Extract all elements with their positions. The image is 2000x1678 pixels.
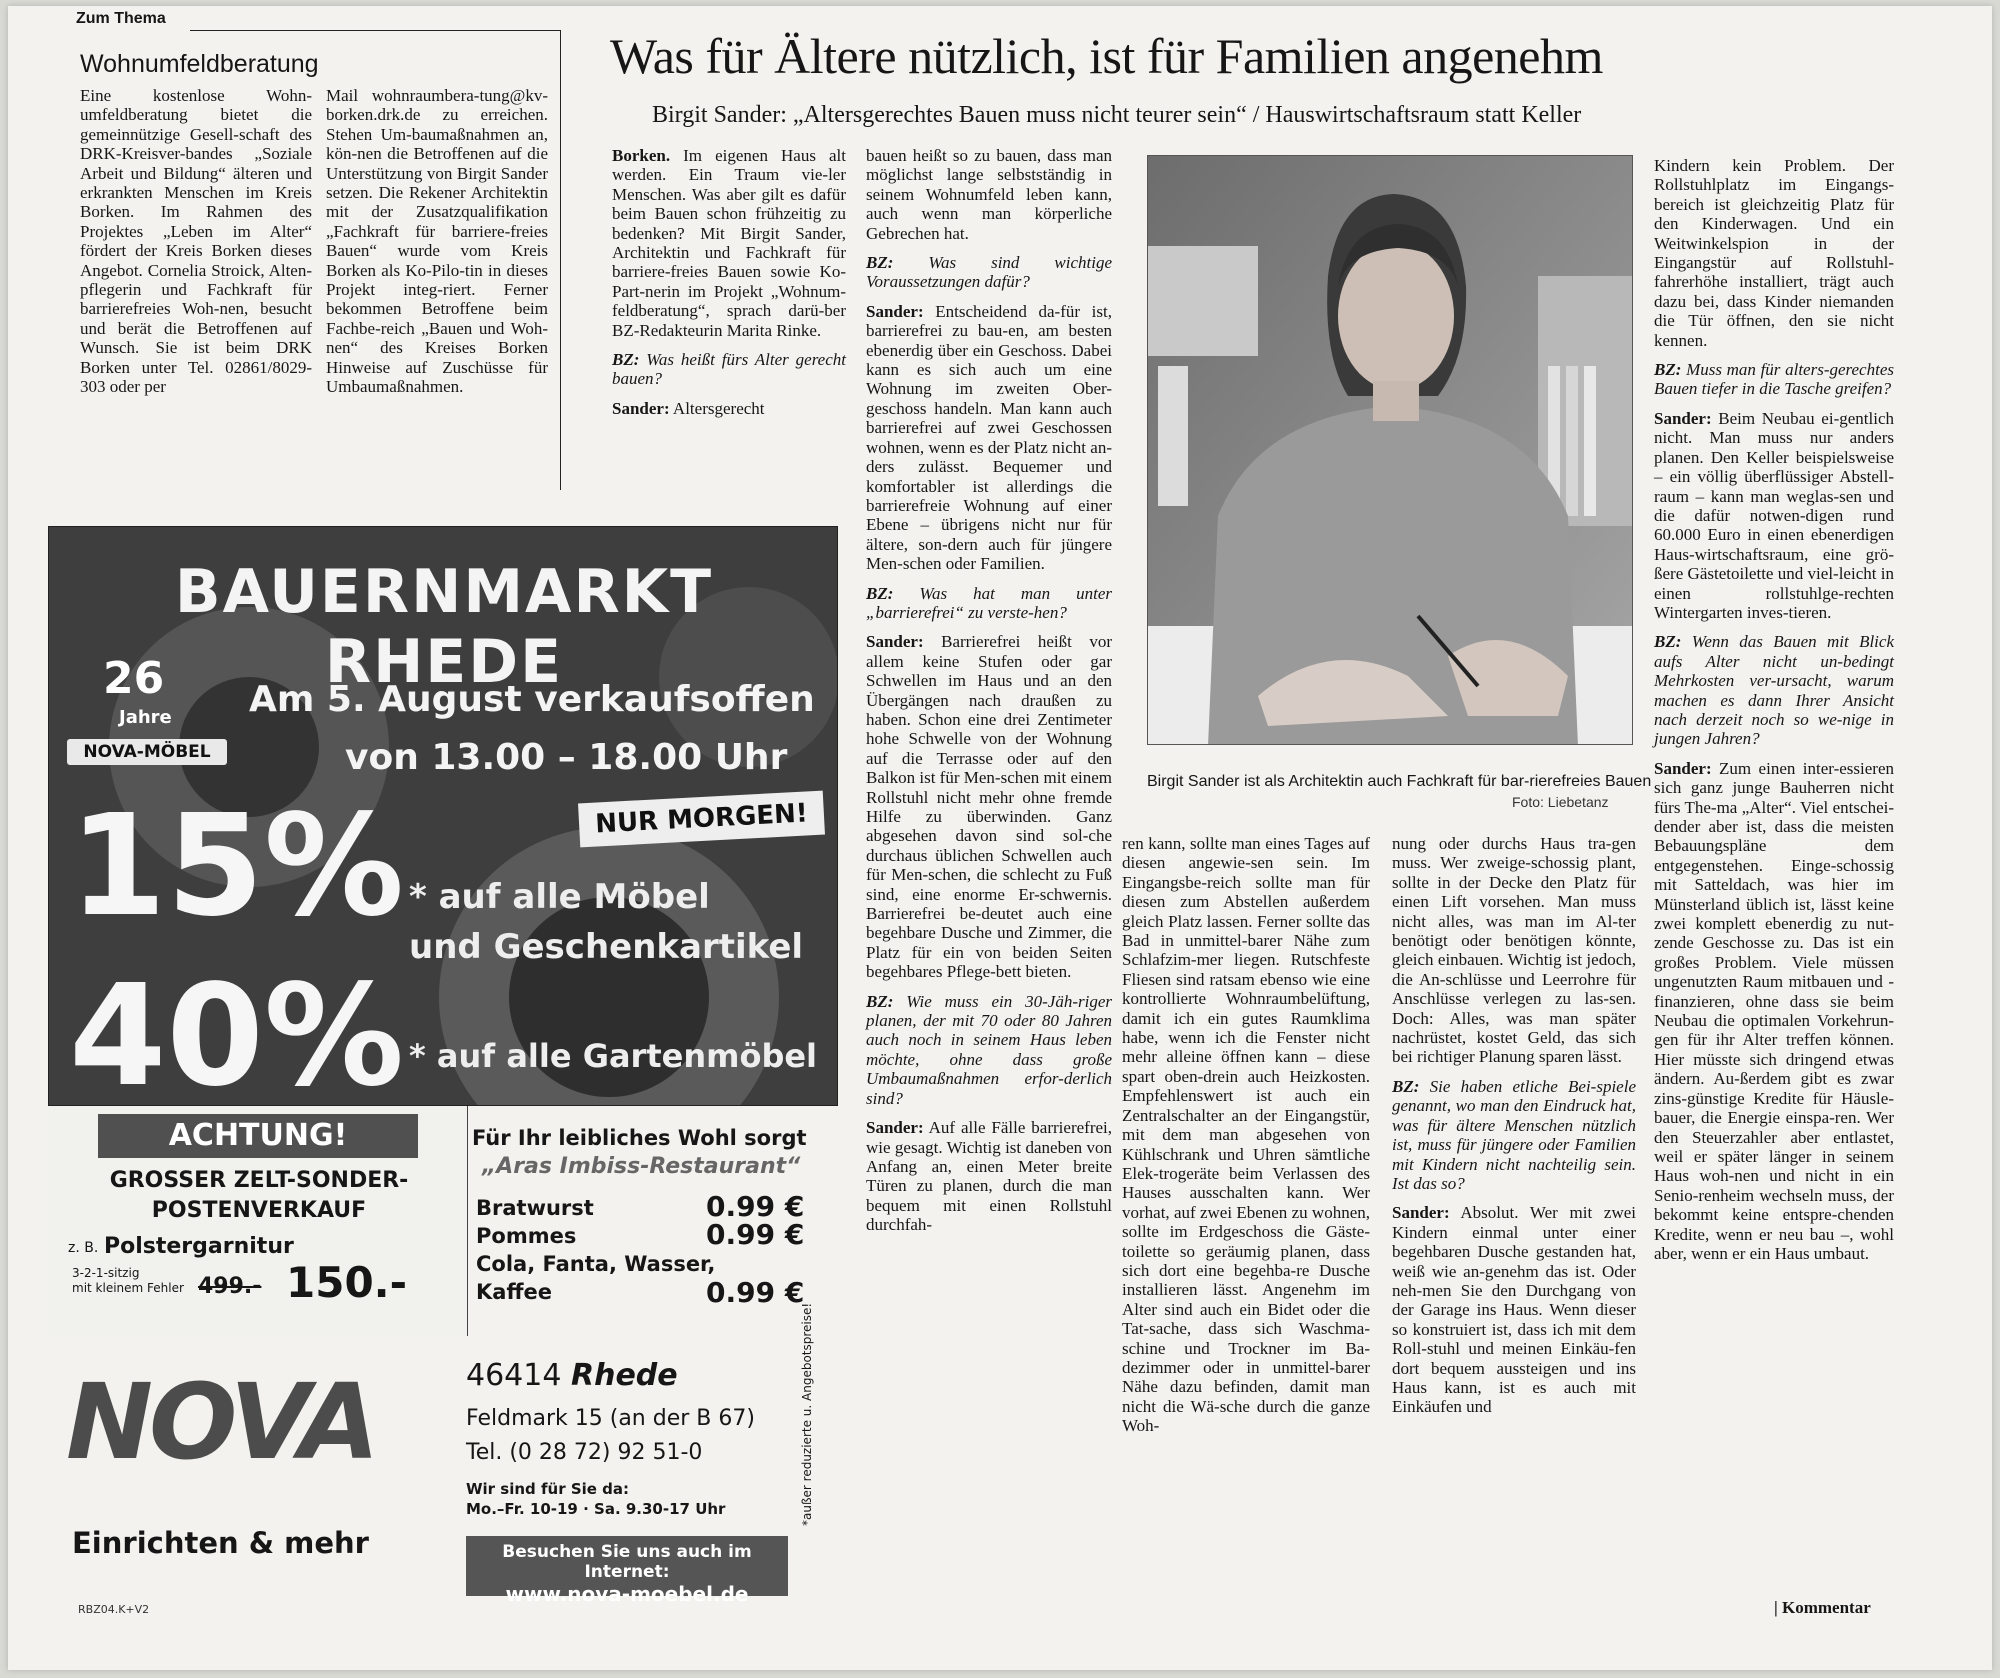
sale-date: Am 5. August verkaufsoffen <box>249 679 815 720</box>
answer: Sander: Absolut. Wer mit zwei Kindern einmal unter einer begehbaren Dusche gestanden hat, weiß wie an-genehm das ist. Oder neh-men Sie den Durchgang von der Garage ins Haus. Wenn dieser so konstruiert ist, dass ich mit dem Roll-stuhl und meinen Einkäu-fen dort bequem aussteigen und ins Haus kann, ist es auch mit Einkäufen und <box>1392 1203 1636 1417</box>
sidebar-rule-vertical <box>560 30 561 490</box>
sidebar-column-2 <box>326 86 548 407</box>
sidebar-rule <box>190 30 560 31</box>
nova-advertisement <box>48 526 838 1626</box>
answer: Sander: Beim Neubau ei-gentlich nicht. Man muss nur anders planen. Den Keller beispielsweise – ein völlig überflüssiger Abstell-raum – kann man weglas-sen und die dafür notwen-digen rund 60.000 Euro in einen ebenerdigen Haus-wirtschaftsraum, eine grö-ßere Gästetoilette und viel-leicht in einen rollstuhlge-rechten Wintergarten inves-tieren. <box>1654 408 1894 622</box>
sidebar-text-2: Mail wohnraumbera-tung@kv-borken.drk.de zu erreichen. Stehen Um-baumaßnahmen an, kön-nen die Betroffenen auf die Unterstützung von Birgit Sander setzen. Die Rekener Architektin mit der Zusatzqualifikation „Fachkraft für barriere-freies Bauen“ wurde vom Kreis Borken als Ko-Pilo-tin in dieses Projekt integ-riert. Ferner bekommen Betroffene beim Fachbe-reich „Bauen und Woh-nen“ des Kreises Borken Hinweise auf Zuschüsse für Umbaumaßnahmen. <box>326 86 548 397</box>
answer: Sander: Altersgerecht <box>612 398 765 418</box>
menu-price: 0.99 € <box>706 1276 805 1309</box>
portrait-image <box>1148 156 1633 745</box>
answer: Sander: Zum einen inter-essieren sich ganz junge Bauherren nicht fürs The-ma „Alter“. Viel entschei-dender aber ist, dass die meisten Bebauungspläne dem entgegenstehen. Einge-schossig mit Satteldach, was hier im Münsterland üblich ist, lässt keine zwei komplett ebenerdig zu nut-zende Geschosse zu. Das ist ein großes Problem. Viele müssen ungenutzten Raum mitbauen und -finanzieren, ohne dass sie beim Neubau die optimalen Vorkehrun-gen für ihr Alter treffen können. Hier müsste sich dringend etwas ändern. Au-ßerdem gibt es zwar zins-günstige Kredite für Häusle-bauer, die Energie einspa-ren. Wer den Steuerzahler aber entlastet, weil er später länger in seinem Haus woh-nen und nicht in ein Senio-renheim wechseln muss, der bekommt keine entspre-chenden Kredite, wenn er neu bau –, wohl aber, wenn er ein Haus umbaut. <box>1654 758 1894 1263</box>
ad-title: BAUERNMARKT RHEDE <box>174 557 714 697</box>
question: BZ: Muss man für alters-gerechtes Bauen tiefer in die Tasche greifen? <box>1654 360 1894 399</box>
new-price: 150.- <box>286 1258 408 1307</box>
menu-price: 0.99 € <box>706 1218 805 1251</box>
discount-15: 15% <box>69 785 405 948</box>
imbiss-heading: Für Ihr leibliches Wohl sorgt <box>472 1126 807 1150</box>
menu-item: Pommes <box>476 1224 577 1248</box>
sale-time: von 13.00 – 18.00 Uhr <box>345 737 788 778</box>
question: BZ: Sie haben etliche Bei-spiele genannt, wo man den Eindruck hat, was für ältere Menschen nützlich ist, muss für jüngere oder Familien mit Kindern nicht nachteilig sein. Ist das so? <box>1392 1076 1636 1193</box>
badge-years: Jahre <box>119 707 172 728</box>
achtung-label: ACHTUNG! <box>98 1114 418 1158</box>
section-label: Zum Thema <box>76 10 166 27</box>
menu-item: Kaffee <box>476 1280 552 1304</box>
imbiss-name: „Aras Imbiss-Restaurant“ <box>482 1154 801 1179</box>
anniversary-badge <box>61 645 231 775</box>
opening-hours: Mo.–Fr. 10-19 · Sa. 9.30-17 Uhr <box>466 1500 726 1518</box>
old-price: 499.- <box>198 1274 262 1299</box>
intro-paragraph: Borken. Im eigenen Haus alt werden. Ein Traum vie-ler Menschen. Was aber gilt es dafür beim Bauen schon frühzeitig zu bedenken? Mit Birgit Sander, Architektin und Fachkraft für barriere-freies Bauen sowie Ko-Part-nerin im Projekt „Wohnum-feldberatung“, sprach darü-ber BZ-Redakteurin Marita Rinke. <box>612 146 846 340</box>
discount-40: 40% <box>69 955 405 1106</box>
article-column-1 <box>612 146 846 428</box>
discount-15-text-1: * auf alle Möbel <box>409 877 710 917</box>
website-label: Besuchen Sie uns auch im Internet: <box>502 1542 752 1582</box>
zelt-line-1: GROSSER ZELT-SONDER- <box>109 1168 409 1193</box>
paragraph: nung oder durchs Haus tra-gen muss. Wer zweige-schossig plant, sollte in der Decke den Platz für einen Lift vorsehen. Man muss nicht alles, was man im Al-ter benötigt oder benötigen könnte, gleich einbauen. Wichtig ist jedoch, die An-schlüsse und Leerrohre für Anschlüsse verlegen zu las-sen. Doch: Alles, was man später nachrüstet, kostet Geld, das sich bei richtiger Planung sparen lässt. <box>1392 834 1636 1067</box>
paragraph: bauen heißt so zu bauen, dass man möglichst lange selbstständig in seinem Wohnumfeld leben kann, auch wenn man körperliche Gebrechen hat. <box>866 146 1112 243</box>
article-column-2 <box>866 146 1112 1245</box>
store-phone: Tel. (0 28 72) 92 51-0 <box>466 1440 703 1465</box>
ad-code: RBZ04.K+V2 <box>78 1603 150 1616</box>
question: BZ: Was sind wichtige Voraussetzungen dafür? <box>866 253 1112 292</box>
question: BZ: Was hat man unter „barrierefrei“ zu verste-hen? <box>866 583 1112 622</box>
answer: Sander: Auf alle Fälle barrierefrei, wie gesagt. Wichtig ist daneben von Anfang an, einen Meter breite Türen zu planen, durch die man bequem mit einen Rollstuhl durchfah- <box>866 1118 1112 1235</box>
zb-label: z. B. <box>68 1240 99 1256</box>
discount-15-text-2: und Geschenkartikel <box>409 927 804 967</box>
subheadline: Birgit Sander: „Altersgerechtes Bauen muss nicht teurer sein“ / Hauswirtschaftsraum statt Keller <box>652 102 1582 128</box>
paragraph: ren kann, sollte man eines Tages auf diesen angewie-sen sein. Im Eingangsbe-reich sollte man für diesen zum Abstellen außerdem gleich Platz lassen. Ferner sollte das Bad in unmittel-barer Nähe zum Schlafzim-mer liegen. Rutschfeste Fliesen sind ratsam ebenso wie eine kontrollierte Wohnraumbelüftung, damit ich ein gutes Raumklima habe, wenn ich die Fenster nicht mehr alleine öffnen kann – diese spart oben-drein auch Heizkosten. Empfehlenswert ist auch ein Zentralschalter an der Eingangstür, mit dem man abgesehen von Kühlschrank und Uhren sämtliche Elek-trogeräte beim Verlassen des Hauses ausschalten kann. Wer vorhat, auf zwei Ebenen zu wohnen, sollte im Erdgeschoss die Gäste-toilette so geräumig planen, dass sich dort eine begehba-re Dusche installieren lässt. Angenehm im Alter sind auch ein Bidet oder die Tat-sache, dass sich Waschma-schine und Trockner im Ba-dezimmer oder in unmittel-barer Nähe dazu befinden, damit man nicht die Wä-sche durch die ganze Woh- <box>1122 834 1370 1436</box>
question: BZ: Wie muss ein 30-Jäh-riger planen, der mit 70 oder 80 Jahren auch noch in seinem Haus leben möchte, ohne dass große Umbaumaßnahmen erfor-derlich sind? <box>866 991 1112 1108</box>
sidebar-title: Wohnumfeldberatung <box>80 50 319 78</box>
zelt-line-2: POSTENVERKAUF <box>151 1198 367 1223</box>
product-name: Polstergarnitur <box>104 1234 294 1259</box>
article-column-3 <box>1122 834 1370 1446</box>
discount-40-text: * auf alle Gartenmöbel <box>409 1037 818 1075</box>
sidebar-text-1: Eine kostenlose Wohn-umfeldberatung bietet die gemeinnützige Gesell-schaft des DRK-Kreisver-bandes „Soziale Arbeit und Bildung“ älteren und erkrankten Menschen im Kreis Borken. Im Rahmen des Projektes „Leben im Alter“ fördert der Kreis Borken dieses Angebot. Cornelia Stroick, Alten-pflegerin und Fachkraft für barrierefreies Woh-nen, besucht und berät die Betroffenen auf Wunsch. Sie ist beim DRK Borken unter Tel. 02861/8029-303 oder per <box>80 86 312 397</box>
kommentar-link[interactable]: | Kommentar <box>1774 1598 1871 1617</box>
answer: Sander: Entscheidend da-für ist, barrierefrei zu bau-en, am besten ebenerdig über ein Geschoss. Dabei kann es sich auch um eine Wohnung im zweiten Ober-geschoss handeln. Man kann auch barrierefrei auf zwei Geschossen wohnen, wenn es der Platz nicht an-ders zulässt. Bequemer und komfortabler ist allerdings die barrierefreie Wohnung auf einer Ebene – übrigens nicht nur für ältere, son-dern auch für jüngere Men-schen oder Familien. <box>866 301 1112 574</box>
sidebar-column-1 <box>80 86 312 407</box>
headline: Was für Ältere nützlich, ist für Familien angenehm <box>610 28 1603 84</box>
menu-price: 0.99 € <box>706 1190 805 1223</box>
nova-slogan: Einrichten & mehr <box>72 1526 369 1560</box>
answer: Sander: Barrierefrei heißt vor allem keine Stufen oder gar Schwellen im Haus und an den Übergängen nach draußen zu haben. Schon eine drei Zentimeter hohe Schwelle von der Wohnung auf die Terrasse oder auf den Balkon ist für Men-schen mit einem Rollstuhl nicht mehr ohne fremde Hilfe zu überwinden. Ganz abgesehen davon sind sol-che durchaus üblichen Schwellen auch für Men-schen, die schlecht zu Fuß sind, eine enorme Er-schwernis. Barrierefrei be-deutet auch eine begehbare Dusche und Zimmer, die Platz für ein von beiden Seiten begehbares Pflege-bett bieten. <box>866 632 1112 982</box>
store-street: Feldmark 15 (an der B 67) <box>466 1406 755 1431</box>
nova-logo: NOVA <box>66 1361 376 1483</box>
photo-credit: Foto: Liebetanz <box>1512 794 1609 810</box>
question: BZ: Was heißt fürs Alter gerecht bauen? <box>612 350 846 389</box>
article-column-4 <box>1392 834 1636 1427</box>
portrait-photo <box>1147 155 1633 745</box>
ad-banner <box>48 526 838 1106</box>
website-box[interactable] <box>466 1536 788 1606</box>
hours-heading: Wir sind für Sie da: <box>466 1480 630 1498</box>
badge-number: 26 <box>103 653 165 704</box>
price-footnote: *außer reduzierte u. Angebotspreise! <box>800 1302 814 1526</box>
nur-morgen-flag: NUR MORGEN! <box>578 791 825 848</box>
article-column-5 <box>1654 156 1894 1273</box>
paragraph: Kindern kein Problem. Der Rollstuhlplatz im Eingangs-bereich ist gleichzeitig Platz für den Kinderwagen. Und ein Weitwinkelspion in der Eingangstür auf Rollstuhl-fahrerhöhe installiert, trägt auch dazu bei, dass Kinder niemanden die Tür öffnen, den sie nicht kennen. <box>1654 156 1894 350</box>
special-sale-box <box>48 1106 468 1336</box>
question: BZ: Wenn das Bauen mit Blick aufs Alter nicht un-bedingt Mehrkosten ver-ursacht, warum machen es dann Ihrer Ansicht nach derzeit noch so we-nige in jungen Jahren? <box>1654 632 1894 749</box>
badge-banner: NOVA-MÖBEL <box>67 739 227 765</box>
imbiss-box <box>468 1126 838 1336</box>
photo-caption: Birgit Sander ist als Architektin auch Fachkraft für bar-rierefreies Bauen <box>1147 773 1652 790</box>
menu-item: Bratwurst <box>476 1196 594 1220</box>
menu-item: Cola, Fanta, Wasser, <box>476 1252 716 1276</box>
website-url[interactable]: www.nova-moebel.de <box>505 1582 749 1606</box>
store-city: 46414 Rhede <box>466 1358 678 1393</box>
product-details: 3-2-1-sitzig mit kleinem Fehler <box>72 1266 184 1295</box>
